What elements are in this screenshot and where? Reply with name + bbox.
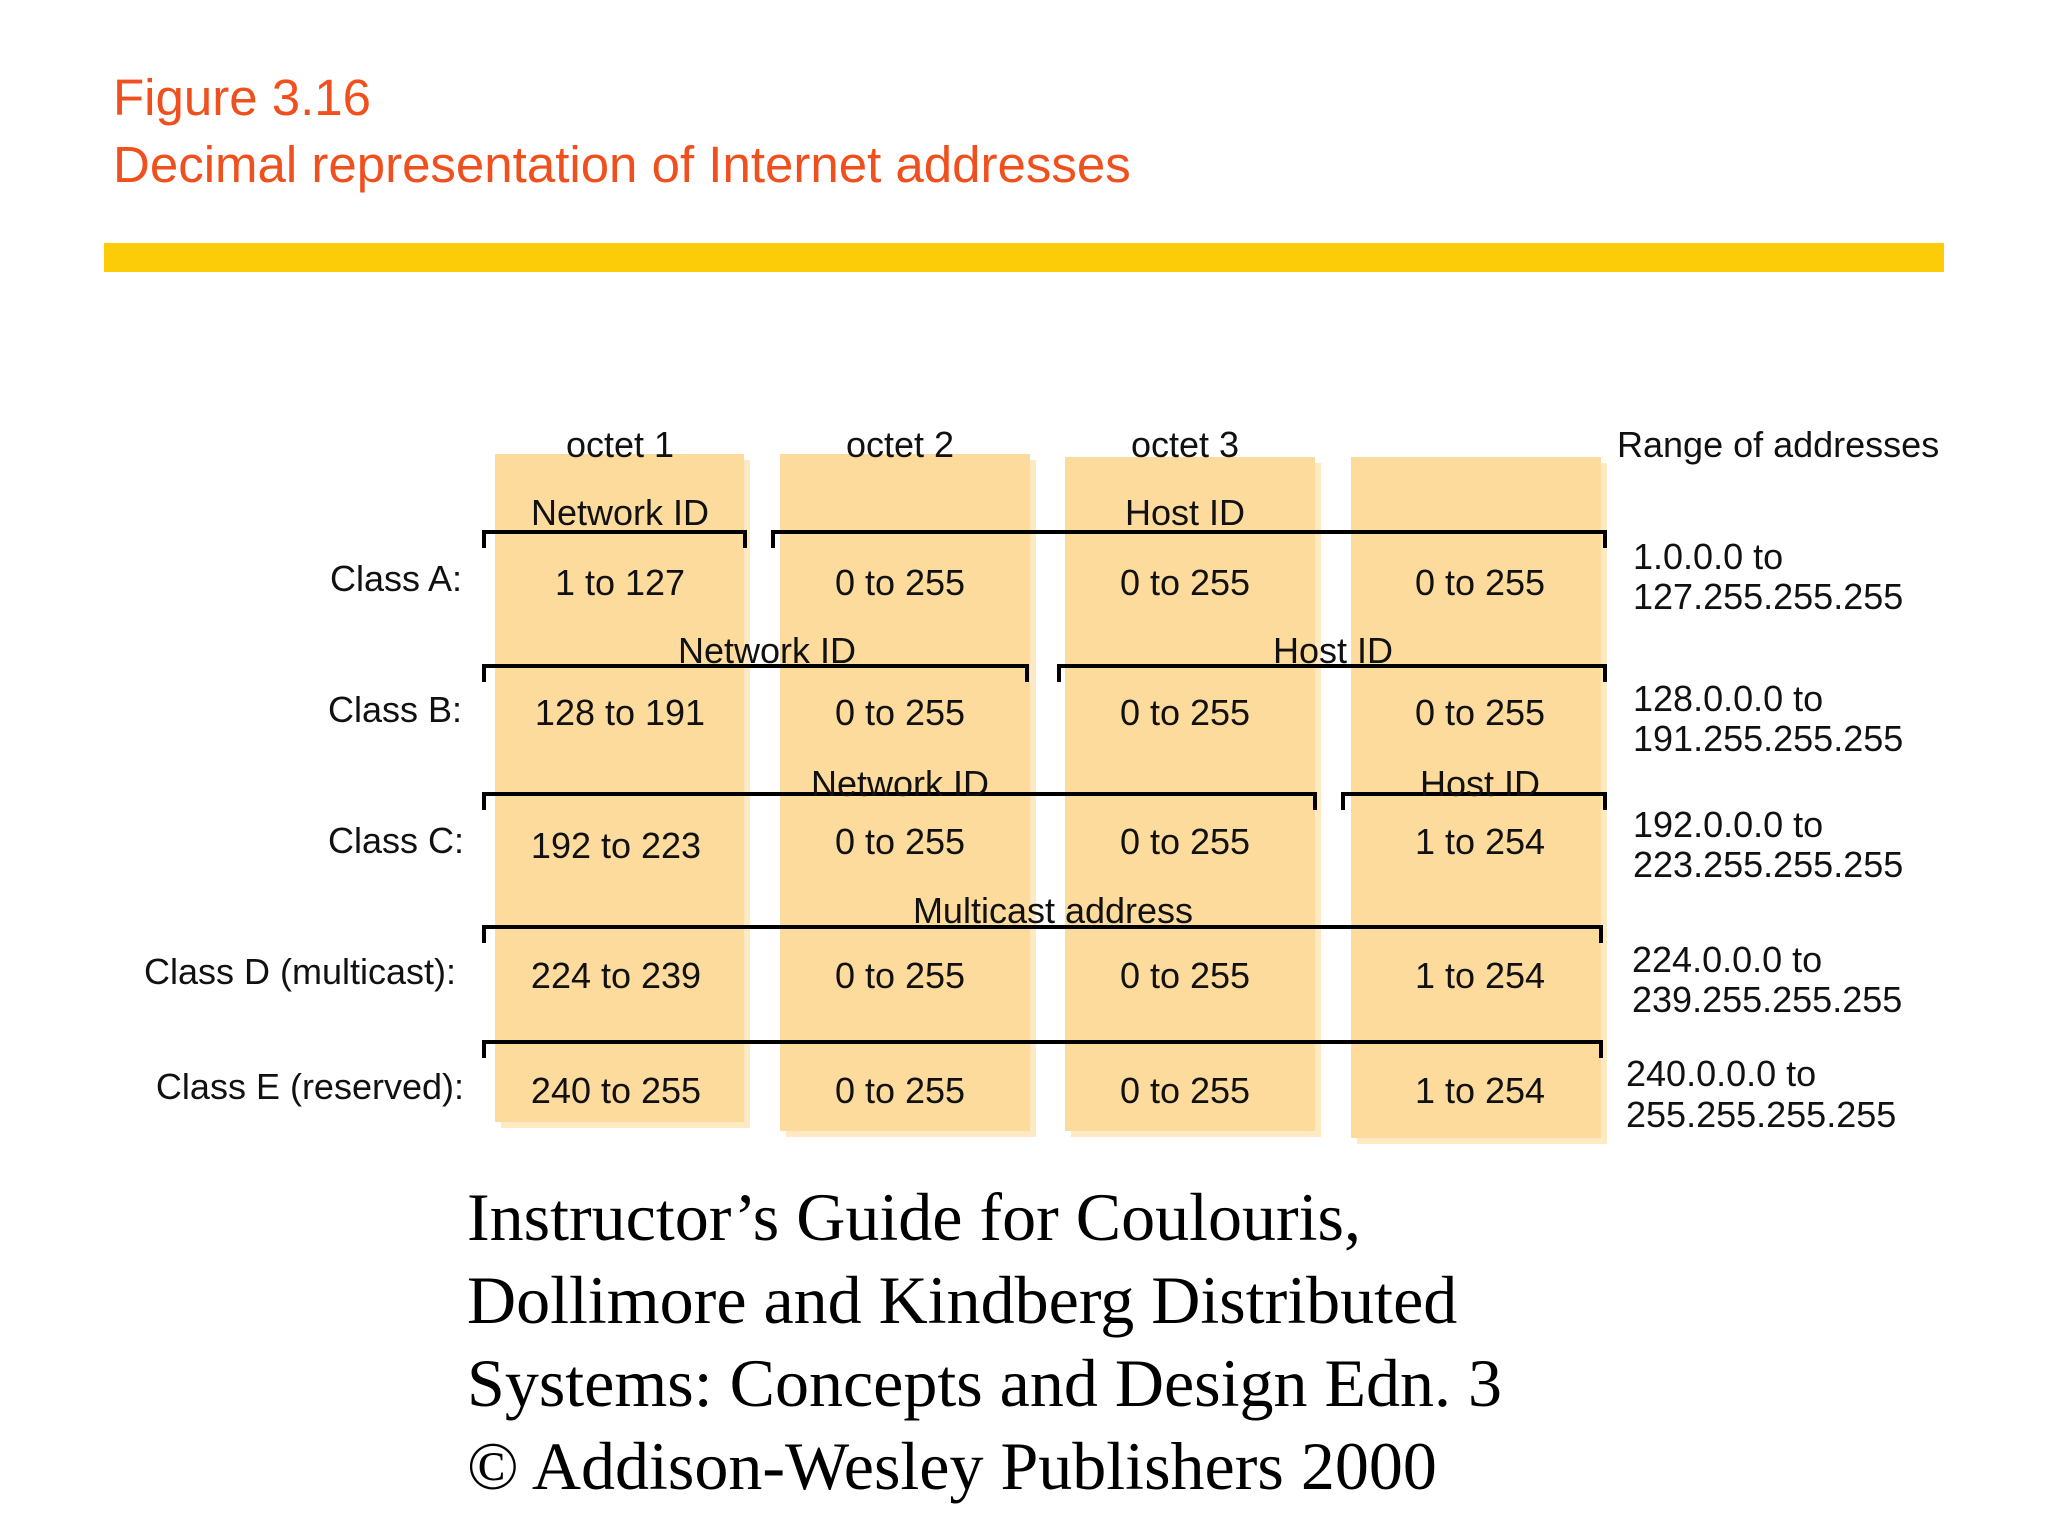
class-a-range-start: 1.0.0.0 to bbox=[1633, 536, 1784, 577]
range-header: Range of addresses bbox=[1617, 424, 1940, 465]
class-e-bracket bbox=[482, 1040, 1603, 1058]
octet-3-header: octet 3 bbox=[1130, 424, 1240, 465]
class-b-label: Class B: bbox=[327, 689, 462, 730]
octet-1-header: octet 1 bbox=[565, 424, 675, 465]
class-d-range-end: 239.255.255.255 bbox=[1632, 979, 1903, 1020]
class-c-octet-4: 1 to 254 bbox=[1414, 821, 1546, 862]
class-c-octet-2: 0 to 255 bbox=[834, 821, 966, 862]
class-d-octet-1: 224 to 239 bbox=[530, 955, 702, 996]
class-c-label: Class C: bbox=[327, 820, 464, 861]
class-b-range-end: 191.255.255.255 bbox=[1633, 718, 1904, 759]
copyright-line: © Addison-Wesley Publishers 2000 bbox=[467, 1428, 1437, 1504]
class-e-octet-1: 240 to 255 bbox=[530, 1070, 702, 1111]
class-e-label: Class E (reserved): bbox=[155, 1066, 464, 1107]
octet-1-column bbox=[495, 454, 744, 1122]
class-a-octet-2: 0 to 255 bbox=[834, 562, 966, 603]
class-a-host-id-label: Host ID bbox=[1124, 492, 1246, 533]
class-e-octet-2: 0 to 255 bbox=[834, 1070, 966, 1111]
class-b-octet-1: 128 to 191 bbox=[534, 692, 706, 733]
class-b-octet-3: 0 to 255 bbox=[1119, 692, 1251, 733]
figure-number: Figure 3.16 bbox=[113, 69, 371, 126]
class-d-label: Class D (multicast): bbox=[143, 951, 456, 992]
class-e-octet-4: 1 to 254 bbox=[1414, 1070, 1546, 1111]
class-e-range-end: 255.255.255.255 bbox=[1626, 1094, 1897, 1135]
class-a-network-id-label: Network ID bbox=[530, 492, 710, 533]
class-e-octet-3: 0 to 255 bbox=[1119, 1070, 1251, 1111]
octet-2-header: octet 2 bbox=[845, 424, 955, 465]
class-a-range-end: 127.255.255.255 bbox=[1633, 576, 1904, 617]
citation-line-2: Dollimore and Kindberg Distributed bbox=[467, 1262, 1458, 1338]
class-c-range-end: 223.255.255.255 bbox=[1633, 844, 1904, 885]
class-c-range-start: 192.0.0.0 to bbox=[1633, 804, 1824, 845]
class-b-host-id-label: Host ID bbox=[1272, 630, 1394, 671]
class-b-network-id-label: Network ID bbox=[677, 630, 857, 671]
class-b-octet-4: 0 to 255 bbox=[1414, 692, 1546, 733]
figure-title: Decimal representation of Internet addresses bbox=[113, 136, 1131, 193]
class-d-multicast-label: Multicast address bbox=[912, 890, 1194, 931]
class-b-range-start: 128.0.0.0 to bbox=[1633, 678, 1824, 719]
class-d-octet-4: 1 to 254 bbox=[1414, 955, 1546, 996]
class-d-octet-3: 0 to 255 bbox=[1119, 955, 1251, 996]
class-e-range-start: 240.0.0.0 to bbox=[1626, 1053, 1817, 1094]
class-a-octet-3: 0 to 255 bbox=[1119, 562, 1251, 603]
citation-line-3: Systems: Concepts and Design Edn. 3 bbox=[467, 1345, 1503, 1421]
class-d-range-start: 224.0.0.0 to bbox=[1632, 939, 1823, 980]
class-a-octet-4: 0 to 255 bbox=[1414, 562, 1546, 603]
class-d-octet-2: 0 to 255 bbox=[834, 955, 966, 996]
class-a-octet-1: 1 to 127 bbox=[554, 562, 686, 603]
class-c-network-id-label: Network ID bbox=[810, 763, 990, 804]
class-c-octet-3: 0 to 255 bbox=[1119, 821, 1251, 862]
class-c-octet-1: 192 to 223 bbox=[530, 825, 702, 866]
citation-line-1: Instructor’s Guide for Coulouris, bbox=[467, 1179, 1361, 1255]
title-divider bbox=[104, 243, 1944, 272]
class-c-host-id-label: Host ID bbox=[1419, 763, 1541, 804]
class-a-label: Class A: bbox=[329, 558, 462, 599]
class-b-octet-2: 0 to 255 bbox=[834, 692, 966, 733]
